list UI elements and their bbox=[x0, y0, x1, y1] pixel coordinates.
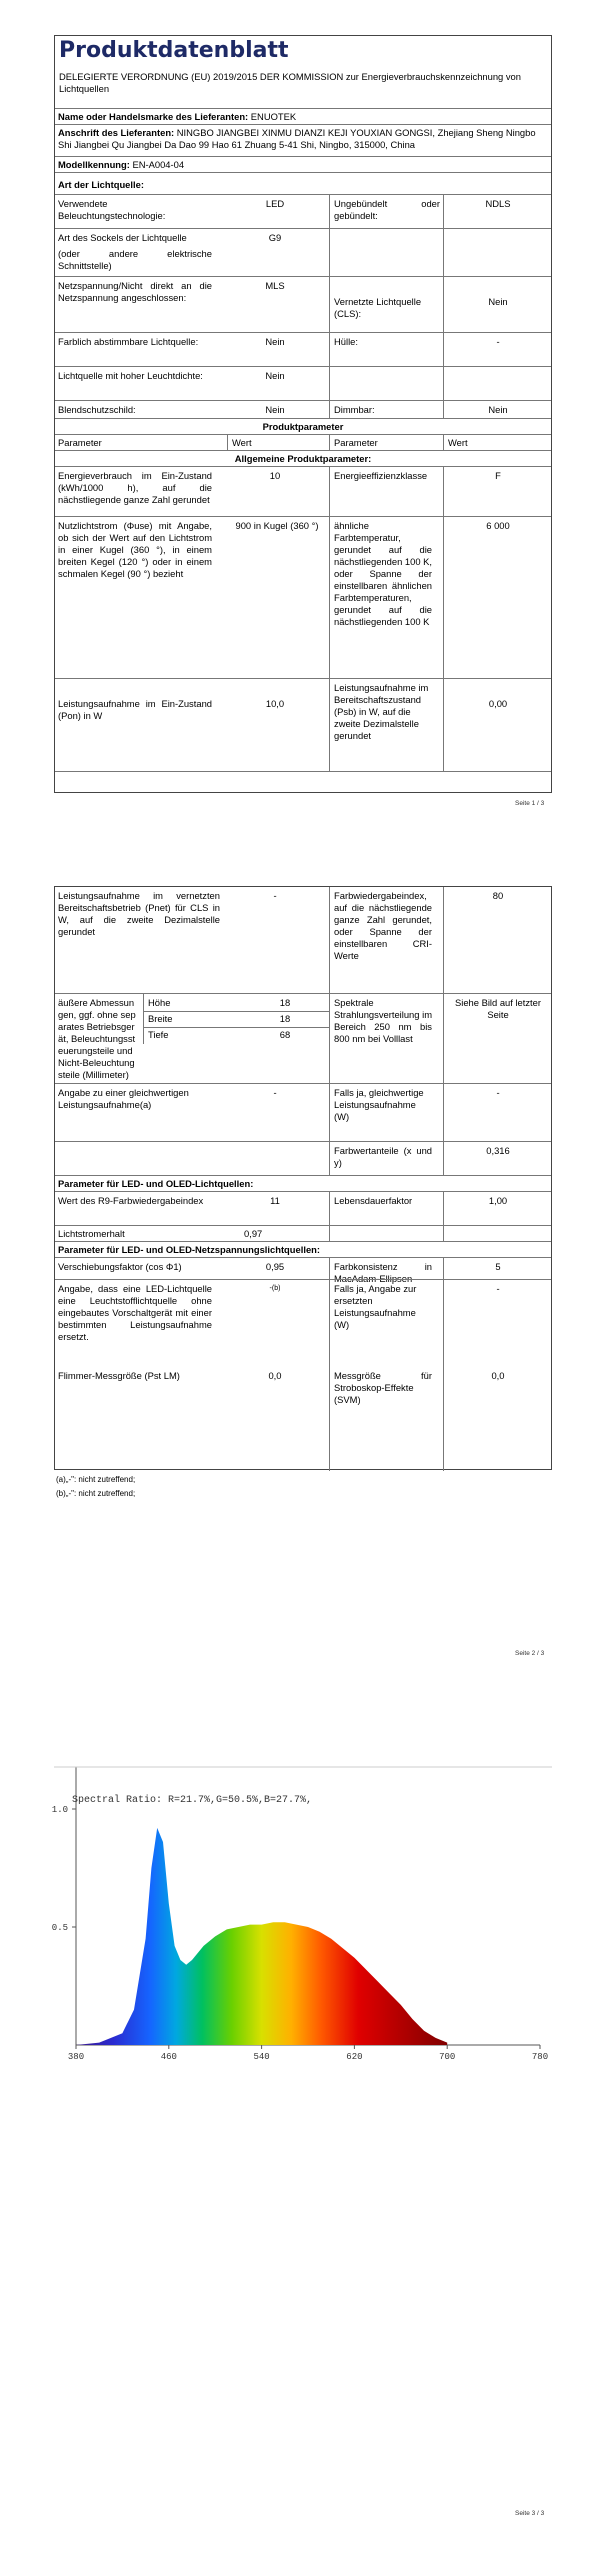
address-label: Anschrift des Lieferanten: bbox=[58, 127, 175, 138]
col-value-2: Wert bbox=[448, 437, 468, 448]
pnet-row bbox=[55, 887, 551, 993]
tunable-label: Farblich abstimmbare Lichtquelle: bbox=[58, 336, 199, 347]
col-param-2: Parameter bbox=[334, 437, 378, 448]
dims-label: äußere Abmessungen, ggf. ohne separates Betriebsgerät, Beleuchtungssteuerungsteile und Nicht-Beleuchtungsteile (Millimeter) bbox=[58, 997, 136, 1080]
mains-heading-row bbox=[55, 1241, 551, 1257]
envelope-value: - bbox=[496, 336, 500, 347]
survival-value: 1,00 bbox=[488, 1195, 508, 1206]
focused-label: Ungebündelt oder gebündelt: bbox=[334, 198, 440, 221]
mains-value: MLS bbox=[265, 280, 285, 291]
x-tick-label: 700 bbox=[439, 2052, 456, 2062]
equiv-row bbox=[55, 1083, 551, 1141]
col-param-1: Parameter bbox=[58, 437, 102, 448]
model-label: Modellkennung: bbox=[58, 159, 130, 170]
dim-height-label: Höhe bbox=[148, 997, 171, 1008]
cls-value: Nein bbox=[488, 296, 508, 307]
cap-sub: (oder andere elektrische Schnittstelle) bbox=[58, 248, 212, 271]
dim-width-value: 18 bbox=[279, 1013, 291, 1024]
tech-label: Verwendete Beleuchtungstechnologie: bbox=[58, 198, 166, 221]
disp-label: Verschiebungsfaktor (cos Φ1) bbox=[58, 1261, 182, 1272]
chroma-value: 0,316 bbox=[486, 1145, 510, 1156]
led-heading-row bbox=[55, 1175, 551, 1191]
cri-label: Farbwiedergabeindex, auf die nächstliegende ganze Zahl gerundet, oder Spanne der einstellbaren CRI-Werte bbox=[334, 890, 432, 961]
spectrum-chart bbox=[0, 1740, 603, 2080]
lumen-value: 0,97 bbox=[244, 1228, 263, 1239]
datasheet-frame-1 bbox=[54, 35, 552, 793]
tunable-value: Nein bbox=[265, 336, 285, 347]
replace-row bbox=[55, 1279, 551, 1379]
params-heading-row bbox=[55, 418, 551, 434]
dims-row bbox=[55, 993, 551, 1083]
energy-value: 10 bbox=[269, 470, 281, 481]
flux-label: Nutzlichtstrom (Φuse) mit Angabe, ob sich der Wert auf den Lichtstrom in einer Kugel (360 °), in einem breiten Kegel (120 °) oder in einem schmalen Kegel (90 °) bezieht bbox=[58, 520, 212, 579]
spectrum-area bbox=[76, 1828, 447, 2045]
tech-value: LED bbox=[265, 198, 285, 209]
replacew-label: Falls ja, Angabe zur ersetzten Leistungsaufnahme (W) bbox=[334, 1283, 417, 1330]
address-value: NINGBO JIANGBEI XINMU DIANZI KEJI YOUXIAN GONGSI, Zhejiang Sheng Ningbo Shi Jiangbei Qu Jiangbei Da Dao 99 Hao 61 Zhuang 5-41 Shi, Ningbo, 315000, China bbox=[58, 127, 536, 150]
envelope-label: Hülle: bbox=[334, 336, 358, 347]
supplier-row bbox=[55, 108, 551, 124]
datasheet-frame-2 bbox=[54, 886, 552, 1470]
y-tick-label: 1.0 bbox=[51, 1805, 68, 1815]
cap-label: Art des Sockels der Lichtquelle bbox=[58, 232, 187, 243]
cct-value: 6 000 bbox=[486, 520, 510, 531]
general-heading-row bbox=[55, 450, 551, 466]
led-heading: Parameter für LED- und OLED-Lichtquellen: bbox=[58, 1178, 254, 1189]
address-row bbox=[55, 124, 551, 156]
equivw-label: Falls ja, gleichwertige Leistungsaufnahme (W) bbox=[334, 1087, 424, 1122]
model-row bbox=[55, 156, 551, 172]
equiv-label: Angabe zu einer gleichwertigen Leistungsaufnahme(a) bbox=[58, 1087, 189, 1110]
r9-label: Wert des R9-Farbwiedergabeindex bbox=[58, 1195, 204, 1206]
glare-row bbox=[55, 400, 551, 418]
type-heading: Art der Lichtquelle: bbox=[58, 179, 144, 190]
x-tick-label: 380 bbox=[67, 2052, 85, 2062]
hld-row bbox=[55, 366, 551, 400]
energy-row bbox=[55, 466, 551, 516]
regulation-text: DELEGIERTE VERORDNUNG (EU) 2019/2015 DER KOMMISSION zur Energieverbrauchskennzeichnung von Lichtquellen bbox=[59, 71, 521, 94]
x-tick-label: 460 bbox=[160, 2052, 177, 2062]
dim-height-value: 18 bbox=[279, 997, 291, 1008]
page-title: Produktdatenblatt bbox=[59, 38, 289, 63]
hld-value: Nein bbox=[265, 370, 285, 381]
equiv-value: - bbox=[273, 1087, 277, 1098]
page-3 bbox=[0, 1740, 603, 2560]
dim-depth-value: 68 bbox=[279, 1029, 291, 1040]
supplier-label: Name oder Handelsmarke des Lieferanten: bbox=[58, 111, 249, 122]
cap-row bbox=[55, 228, 551, 276]
type-heading-row bbox=[55, 172, 551, 194]
pnet-value: - bbox=[273, 890, 277, 901]
disp-value: 0,95 bbox=[265, 1261, 285, 1272]
lumen-row bbox=[55, 1225, 551, 1241]
flicker-label: Flimmer-Messgröße (Pst LM) bbox=[58, 1370, 180, 1381]
chroma-label: Farbwertanteile (x und y) bbox=[334, 1145, 432, 1168]
params-heading: Produktparameter bbox=[262, 421, 344, 432]
chroma-row bbox=[55, 1141, 551, 1175]
tech-row bbox=[55, 194, 551, 228]
cap-value: G9 bbox=[268, 232, 282, 243]
dim-width-label: Breite bbox=[148, 1013, 173, 1024]
page-number-1: Seite 1 / 3 bbox=[515, 800, 545, 807]
flicker-value: 0,0 bbox=[268, 1370, 282, 1381]
glare-label: Blendschutzschild: bbox=[58, 404, 136, 415]
psb-value: 0,00 bbox=[488, 698, 508, 709]
page-2 bbox=[0, 880, 603, 1680]
dim-depth-label: Tiefe bbox=[148, 1029, 169, 1040]
replace-value: -(b) bbox=[269, 1285, 281, 1292]
lumen-label: Lichtstromerhalt bbox=[58, 1228, 125, 1239]
cri-value: 80 bbox=[492, 890, 504, 901]
eclass-label: Energieeffizienzklasse bbox=[334, 470, 428, 481]
params-header-row bbox=[55, 434, 551, 450]
hld-label: Lichtquelle mit hoher Leuchtdichte: bbox=[58, 370, 203, 381]
mains-label: Netzspannung/Nicht direkt an die Netzspannung angeschlossen: bbox=[58, 280, 212, 303]
focused-value: NDLS bbox=[485, 198, 511, 209]
survival-label: Lebensdauerfaktor bbox=[334, 1195, 413, 1206]
r9-value: 11 bbox=[270, 1195, 280, 1206]
pon-row bbox=[55, 678, 551, 770]
consist-label: Farbkonsistenz in MacAdam-Ellipsen bbox=[334, 1261, 432, 1284]
x-tick-label: 620 bbox=[346, 2052, 363, 2062]
x-tick-label: 540 bbox=[253, 2052, 270, 2062]
energy-label: Energieverbrauch im Ein-Zustand (kWh/1000 h), auf die nächstliegende ganze Zahl gerundet bbox=[58, 470, 212, 505]
dimmable-value: Nein bbox=[488, 404, 508, 415]
spd-label: Spektrale Strahlungsverteilung im Bereich 250 nm bis 800 nm bei Volllast bbox=[334, 997, 432, 1044]
strobo-value: 0,0 bbox=[491, 1370, 505, 1381]
mains-heading: Parameter für LED- und OLED-Netzspannungslichtquellen: bbox=[58, 1244, 321, 1255]
consist-value: 5 bbox=[495, 1261, 501, 1272]
page-1 bbox=[0, 0, 603, 807]
disp-row bbox=[55, 1257, 551, 1284]
pon-value: 10,0 bbox=[265, 698, 285, 709]
page-number-2: Seite 2 / 3 bbox=[515, 1650, 545, 1657]
model-value: EN-A004-04 bbox=[132, 159, 185, 170]
replace-label: Angabe, dass eine LED-Lichtquelle eine Leuchtstofflichtquelle ohne eingebautes Vorschaltgerät mit einer bestimmten Leistungsaufnahme ersetzt. bbox=[58, 1283, 212, 1342]
pon-label: Leistungsaufnahme im Ein-Zustand (Pon) in W bbox=[58, 698, 212, 721]
flux-value: 900 in Kugel (360 °) bbox=[235, 520, 319, 531]
equivw-value: - bbox=[496, 1087, 500, 1098]
flux-row bbox=[55, 516, 551, 678]
dimmable-label: Dimmbar: bbox=[334, 404, 375, 415]
y-tick-label: 0.5 bbox=[51, 1923, 68, 1933]
x-tick-label: 780 bbox=[531, 2052, 549, 2062]
footnote-a: (a)„-": nicht zutreffend; bbox=[56, 1475, 136, 1484]
cls-label: Vernetzte Lichtquelle (CLS): bbox=[334, 296, 422, 319]
col-value-1: Wert bbox=[232, 437, 252, 448]
general-heading: Allgemeine Produktparameter: bbox=[234, 453, 372, 464]
flicker-row bbox=[55, 1370, 551, 1405]
tunable-row bbox=[55, 332, 551, 366]
glare-value: Nein bbox=[265, 404, 285, 415]
footnote-b: (b)„-": nicht zutreffend; bbox=[56, 1489, 136, 1498]
spd-value: Siehe Bild auf letzter Seite bbox=[455, 997, 541, 1020]
chart-title: Spectral Ratio: R=21.7%,G=50.5%,B=27.7%, bbox=[72, 1795, 313, 1806]
eclass-value: F bbox=[495, 470, 501, 481]
strobo-label: Messgröße für Stroboskop-Effekte (SVM) bbox=[334, 1370, 432, 1405]
psb-label: Leistungsaufnahme im Bereitschaftszustand (Psb) in W, auf die zweite Dezimalstelle gerundet bbox=[334, 682, 429, 741]
r9-row bbox=[55, 1191, 551, 1225]
supplier-value: ENUOTEK bbox=[250, 111, 297, 122]
pnet-label: Leistungsaufnahme im vernetzten Bereitschaftsbetrieb (Pnet) für CLS in W, auf die zweite Dezimalstelle gerundet bbox=[58, 890, 220, 937]
cct-label: ähnliche Farbtemperatur, gerundet auf die nächstliegenden 100 K, oder Spanne der einstellbaren ähnlichen Farbtemperaturen, gerundet auf die nächstliegenden 100 K bbox=[334, 520, 432, 627]
replacew-value: - bbox=[496, 1283, 500, 1294]
page-number-3: Seite 3 / 3 bbox=[515, 2510, 545, 2517]
mains-row bbox=[55, 276, 551, 332]
